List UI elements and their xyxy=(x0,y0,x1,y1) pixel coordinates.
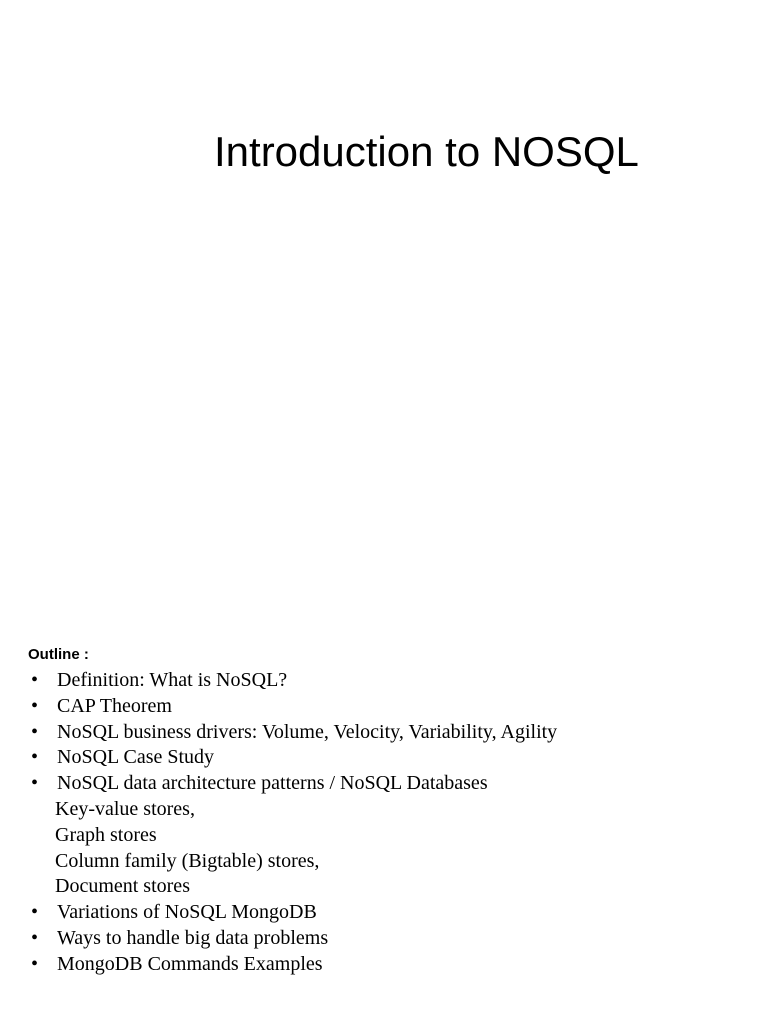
outline-item-text: MongoDB Commands Examples xyxy=(57,952,323,975)
outline-sub-item: Key-value stores, xyxy=(55,797,195,820)
outline-list xyxy=(28,668,748,978)
outline-item xyxy=(28,745,748,771)
outline-sub-item: Graph stores xyxy=(55,823,157,846)
outline-item xyxy=(28,694,748,720)
outline-item-text: Ways to handle big data problems xyxy=(57,926,329,949)
outline-sub-item: Column family (Bigtable) stores, xyxy=(55,849,320,872)
outline-section xyxy=(28,644,748,978)
bullet-icon: • xyxy=(31,952,39,975)
bullet-icon: • xyxy=(31,720,39,743)
outline-item xyxy=(28,771,748,797)
bullet-icon: • xyxy=(31,694,39,717)
outline-item-text: Variations of NoSQL MongoDB xyxy=(57,901,317,924)
bullet-icon: • xyxy=(31,746,39,769)
bullet-icon: • xyxy=(31,901,39,924)
bullet-icon: • xyxy=(31,926,39,949)
outline-item xyxy=(28,926,748,952)
outline-item-text: CAP Theorem xyxy=(57,694,172,717)
outline-item xyxy=(28,720,748,746)
outline-heading: Outline : xyxy=(28,646,89,663)
outline-item-text: NoSQL Case Study xyxy=(57,746,215,769)
outline-sub-item: Document stores xyxy=(55,875,190,898)
outline-item-text: Definition: What is NoSQL? xyxy=(57,669,288,691)
outline-item-text: NoSQL business drivers: Volume, Velocity, Variability, Agility xyxy=(57,720,558,743)
bullet-icon: • xyxy=(31,669,39,691)
outline-item-text: NoSQL data architecture patterns / NoSQL Databases xyxy=(57,772,488,795)
outline-item xyxy=(28,668,748,694)
outline-item xyxy=(28,900,748,926)
page-title: Introduction to NOSQL xyxy=(214,128,639,175)
bullet-icon: • xyxy=(31,772,39,795)
outline-item xyxy=(28,952,748,978)
